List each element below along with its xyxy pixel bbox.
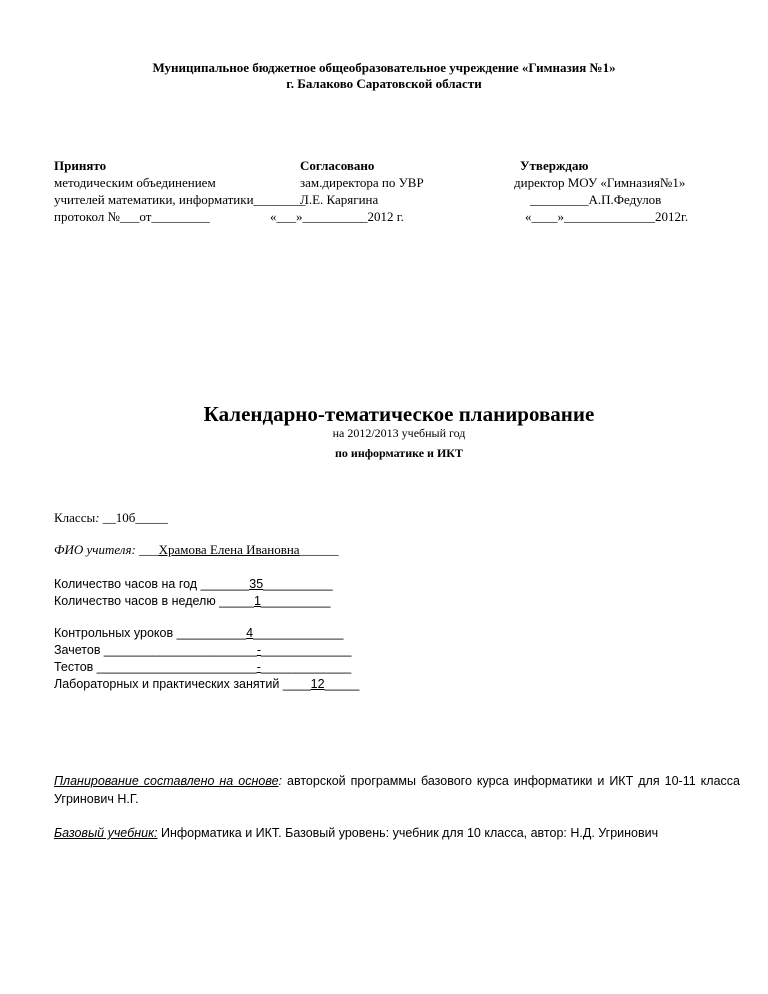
credits-post: _____________ [261, 643, 352, 657]
credits-label: Зачетов ______________________ [54, 643, 257, 657]
agreed-title: Согласовано [300, 158, 375, 173]
classes-line [54, 510, 168, 526]
institution-name: Муниципальное бюджетное общеобразовательное учреждение «Гимназия №1» [152, 60, 616, 75]
hours-year-value: 35 [249, 577, 264, 591]
accepted-block [54, 157, 306, 225]
control-label: Контрольных уроков __________ [54, 626, 247, 640]
teacher-pre: ___ [135, 542, 159, 557]
control-value: 4 [246, 626, 254, 640]
teacher-name: Храмова Елена Ивановна [158, 542, 300, 557]
classes-label: Классы [54, 510, 96, 525]
teacher-label: ФИО учителя: [54, 542, 136, 557]
approve-line2: _________А.П.Федулов [530, 192, 662, 207]
accepted-title: Принято [54, 158, 107, 173]
tests-label: Тестов _______________________ [54, 660, 257, 674]
document-title: Календарно-тематическое планирование [203, 402, 595, 426]
textbook-label: Базовый учебник: [54, 826, 158, 840]
textbook-text: Информатика и ИКТ. Базовый уровень: учебник для 10 класса, автор: Н.Д. Угринович [157, 826, 659, 840]
teacher-line [54, 542, 339, 558]
control-lessons-line [54, 626, 343, 640]
teacher-post: ______ [299, 542, 339, 557]
approve-title: Утверждаю [520, 158, 589, 173]
institution-city: г. Балаково Саратовской области [286, 76, 482, 91]
approve-line1: директор МОУ «Гимназия№1» [514, 175, 686, 190]
accepted-line2: учителей математики, информатики________ [54, 192, 306, 207]
tests-value: - [256, 660, 261, 674]
agreed-line3: «___»__________2012 г. [270, 209, 404, 224]
agreed-line1: зам.директора по УВР [300, 175, 424, 190]
labs-value: 12 [310, 677, 325, 691]
credits-value: - [256, 643, 262, 657]
hours-year-post: __________ [263, 577, 333, 591]
agreed-line2: Л.Е. Карягина [300, 192, 379, 207]
tests-post: _____________ [260, 660, 352, 674]
approve-line3: «____»______________2012г. [525, 209, 689, 224]
textbook-paragraph [54, 824, 740, 842]
labs-label: Лабораторных и практических занятий ____ [54, 677, 311, 691]
document-subject: по информатике и ИКТ [334, 446, 464, 460]
tests-line [54, 660, 351, 674]
hours-week-post: __________ [260, 594, 331, 608]
credits-line [54, 643, 351, 657]
basis-colon: : [278, 774, 283, 788]
approve-block [514, 157, 688, 225]
hours-year-label: Количество часов на год _______ [54, 577, 250, 591]
accepted-line3: протокол №___от_________ [54, 209, 210, 224]
basis-text: авторской программы базового курса информатики и ИКТ для 10-11 класса Угринович Н.Г. [54, 774, 740, 806]
agreed-block [270, 157, 424, 225]
hours-week-value: 1 [253, 594, 261, 608]
hours-year-line [54, 577, 333, 591]
hours-week-line [54, 594, 330, 608]
basis-label: Планирование составлено на основе [54, 774, 279, 788]
planning-basis-paragraph [54, 772, 740, 808]
labs-line [54, 677, 359, 691]
labs-post: _____ [324, 677, 360, 691]
control-post: _____________ [253, 626, 344, 640]
classes-colon: : [95, 510, 100, 525]
hours-week-label: Количество часов в неделю _____ [54, 594, 254, 608]
accepted-line1: методическим объединением [54, 175, 216, 190]
classes-value: __10б_____ [99, 510, 168, 525]
document-year: на 2012/2013 учебный год [332, 426, 466, 440]
